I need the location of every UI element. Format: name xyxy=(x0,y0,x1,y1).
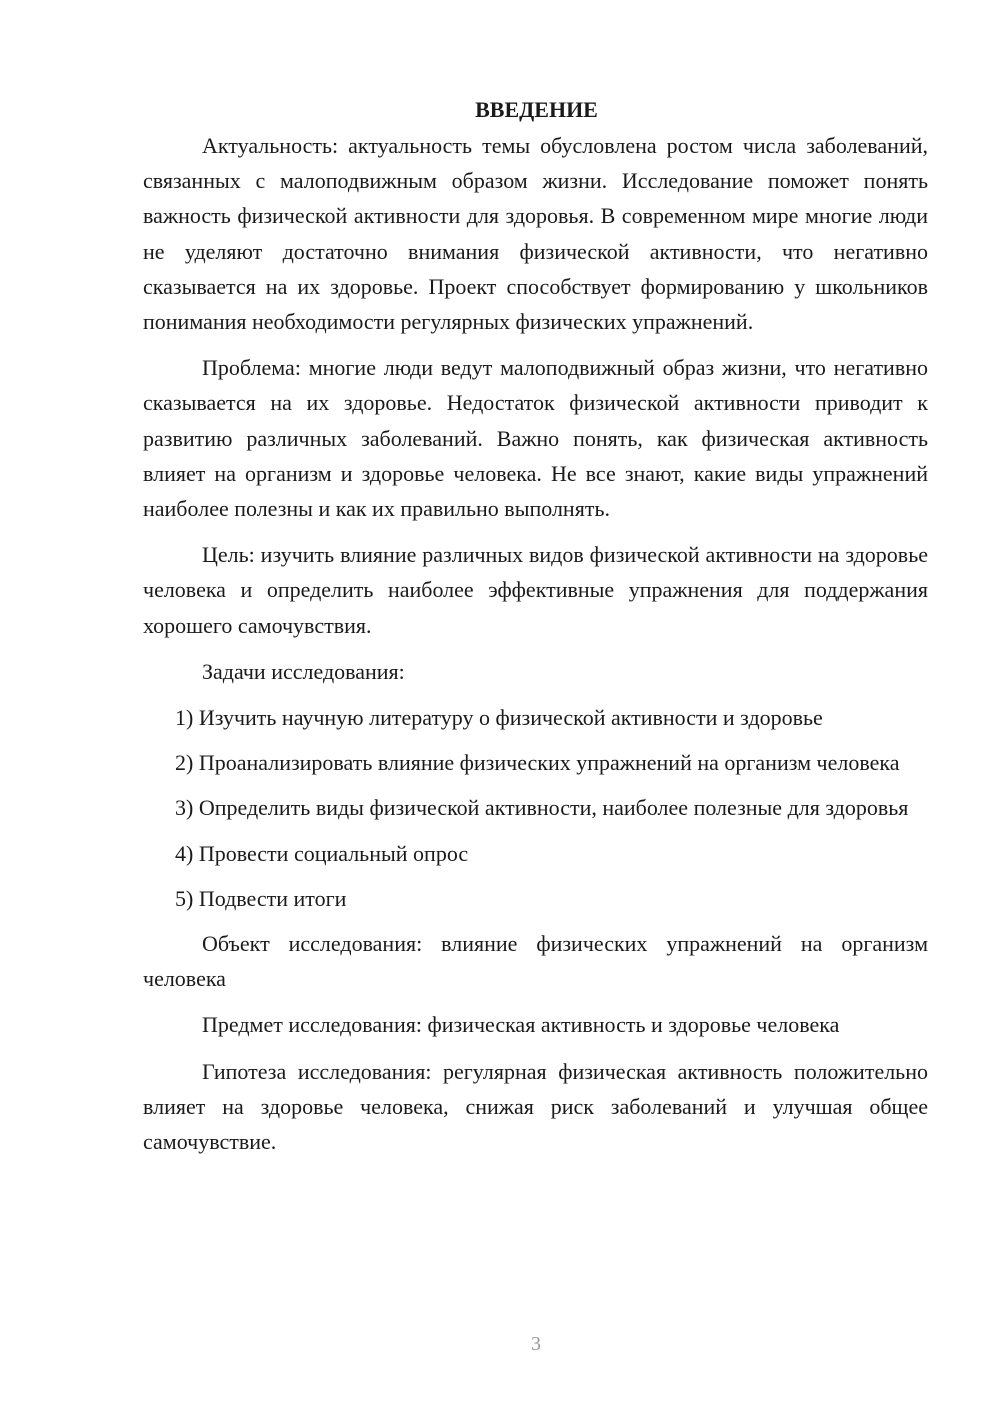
tasks-heading: Задачи исследования: xyxy=(202,658,405,684)
goal-paragraph: Цель: изучить влияние различных видов физической активности на здоровье человека и определить наиболее эффективные упражнения для поддержания хорошего самочувствия. xyxy=(143,542,928,638)
task-item-3: 3) Определить виды физической активности, наиболее полезные для здоровья xyxy=(175,795,909,821)
relevance-paragraph: Актуальность: актуальность темы обусловлена ростом числа заболеваний, связанных с малоподвижным образом жизни. Исследование поможет понять важность физической активности для здоровья. В современном мире многие люди не уделяют достаточно внимания физической активности, что негативно сказывается на их здоровье. Проект способствует формированию у школьников понимания необходимости регулярных физических упражнений. xyxy=(143,133,928,335)
task-item-5: 5) Подвести итоги xyxy=(175,885,347,911)
page-title: ВВЕДЕНИЕ xyxy=(475,97,598,122)
page-number: 3 xyxy=(531,1333,541,1355)
document-page xyxy=(143,92,928,1170)
object-paragraph: Объект исследования: влияние физических упражнений на организм человека xyxy=(143,931,928,992)
task-item-1: 1) Изучить научную литературу о физической активности и здоровье xyxy=(175,705,823,731)
subject-paragraph: Предмет исследования: физическая активность и здоровье человека xyxy=(202,1012,840,1038)
task-item-4: 4) Провести социальный опрос xyxy=(175,840,469,866)
task-item-2: 2) Проанализировать влияние физических упражнений на организм человека xyxy=(175,750,900,776)
problem-paragraph: Проблема: многие люди ведут малоподвижный образ жизни, что негативно сказывается на их здоровье. Недостаток физической активности приводит к развитию различных заболеваний. Важно понять, как физическая активность влияет на организм и здоровье человека. Не все знают, какие виды упражнений наиболее полезны и как их правильно выполнять. xyxy=(143,355,928,522)
hypothesis-paragraph: Гипотеза исследования: регулярная физическая активность положительно влияет на здоровье человека, снижая риск заболеваний и улучшая общее самочувствие. xyxy=(143,1058,928,1155)
